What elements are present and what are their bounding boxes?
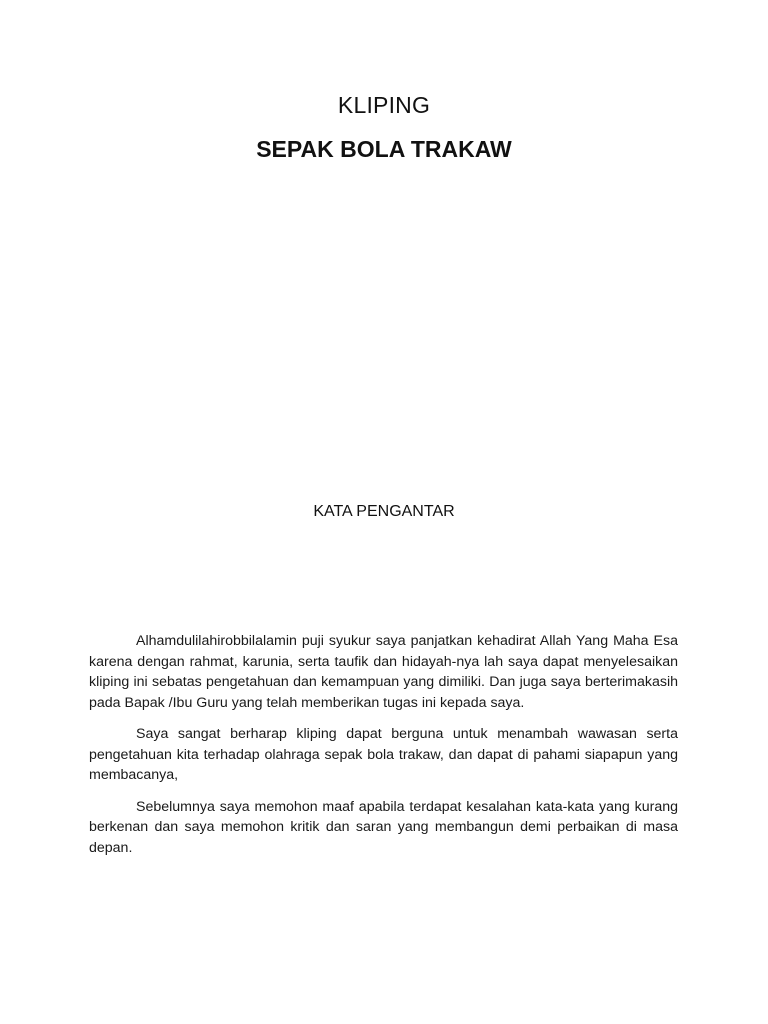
paragraph-3: Sebelumnya saya memohon maaf apabila terdapat kesalahan kata-kata yang kurang berkenan dan saya memohon kritik dan saran yang membangun demi perbaikan di masa depan. [89,798,678,856]
body-text [89,631,678,869]
paragraph-2: Saya sangat berharap kliping dapat berguna untuk menambah wawasan serta pengetahuan kita terhadap olahraga sepak bola trakaw, dan dapat di pahami siapapun yang membacanya, [89,726,678,783]
document-subtitle: SEPAK BOLA TRAKAW [256,136,512,162]
section-heading-kata-pengantar: KATA PENGANTAR [313,503,455,520]
document-title-kliping: KLIPING [337,92,431,118]
paragraph-1: Alhamdulilahirobbilalamin puji syukur saya panjatkan kehadirat Allah Yang Maha Esa karena dengan rahmat, karunia, serta taufik dan hidayah-nya lah saya dapat menyelesaikan kliping ini sebatas pengetahuan dan kemampuan yang dimiliki. Dan juga saya berterimakasih pada Bapak /Ibu Guru yang telah memberikan tugas ini kepada saya. [89,633,678,711]
